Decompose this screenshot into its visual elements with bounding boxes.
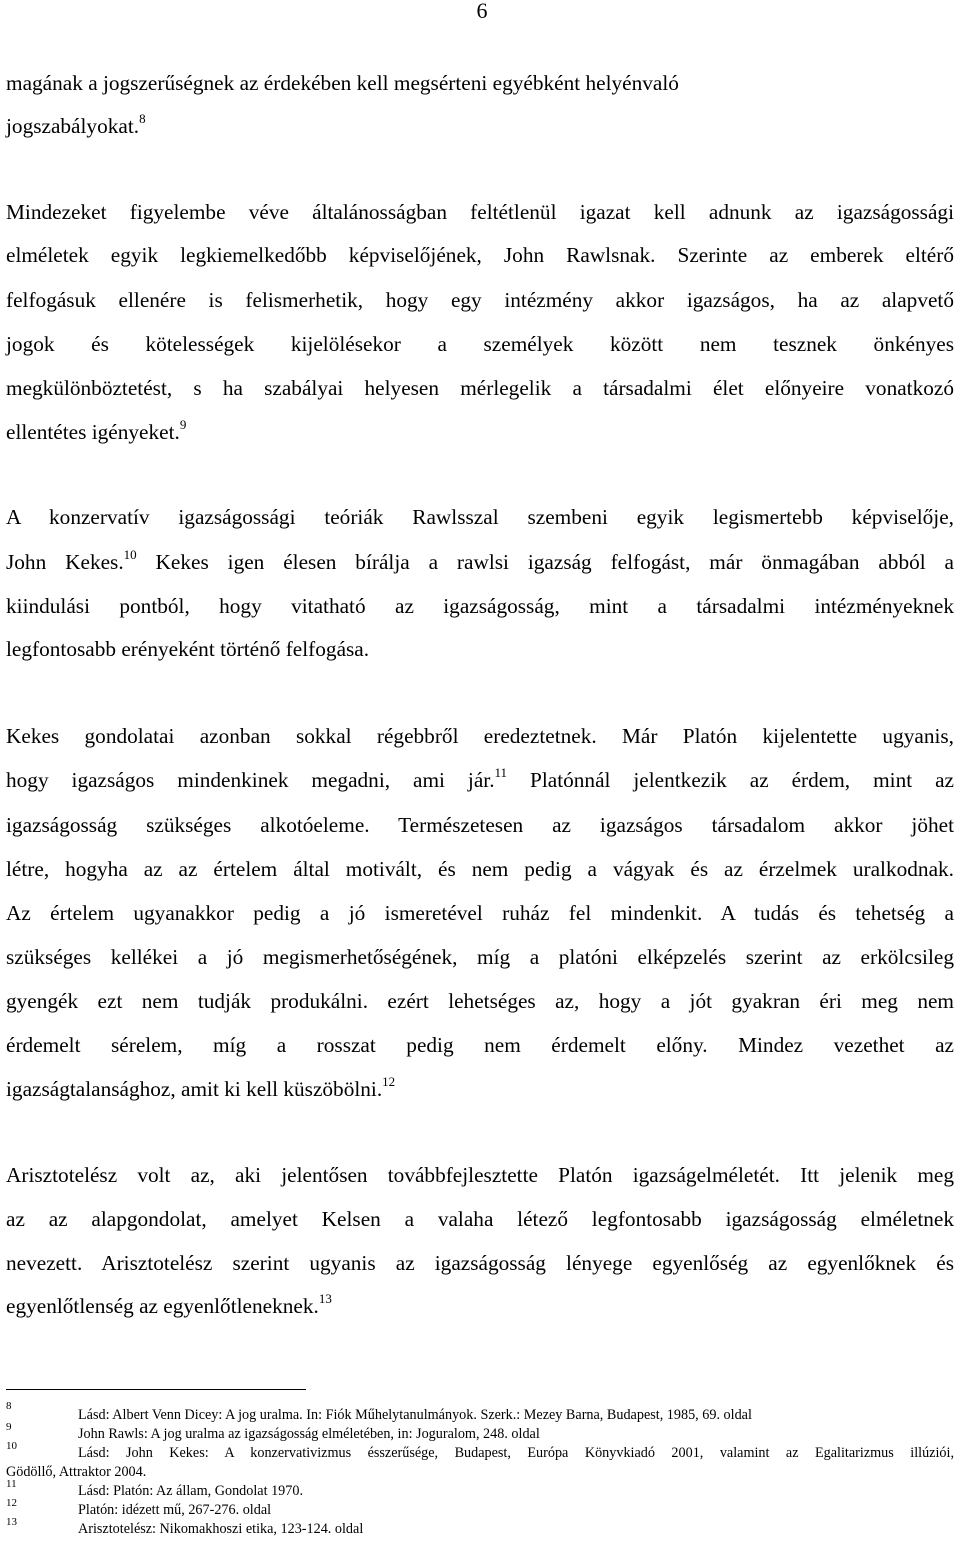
footnote-number-12: 12 bbox=[6, 1497, 17, 1509]
footnote-ref-13[interactable]: 13 bbox=[318, 1291, 332, 1306]
line-text: jogszabályokat. bbox=[6, 114, 140, 138]
paragraph-4-line-6: szükséges kellékei a jó megismerhetőségének, míg a platóni elképzelés szerint az erkölcsileg bbox=[6, 945, 954, 969]
paragraph-3-line-1: A konzervatív igazságossági teóriák Rawlsszal szembeni egyik legismertebb képviselője, bbox=[6, 505, 954, 529]
footnote-ref-8[interactable]: 8 bbox=[139, 111, 146, 126]
footnote-ref-11[interactable]: 11 bbox=[494, 765, 508, 780]
paragraph-1-line-1: magának a jogszerűségnek az érdekében kell megsérteni egyébként helyénvaló bbox=[6, 71, 679, 95]
footnote-text-10: Lásd: John Kekes: A konzervativizmus ésszerűsége, Budapest, Európa Könyvkiadó 2001, valamint az Egalitarizmus illúziói, bbox=[78, 1445, 954, 1461]
footnote-text-8: Lásd: Albert Venn Dicey: A jog uralma. In: Fiók Műhelytanulmányok. Szerk.: Mezey Barna, Budapest, 1985, 69. oldal bbox=[78, 1407, 752, 1423]
paragraph-4-line-1: Kekes gondolatai azonban sokkal régebbről eredeztetnek. Már Platón kijelentette ugyanis, bbox=[6, 724, 954, 748]
paragraph-2-line-3: felfogásuk ellenére is felismerhetik, hogy egy intézmény akkor igazságos, ha az alapvető bbox=[6, 288, 954, 312]
footnote-number-13: 13 bbox=[6, 1516, 17, 1528]
line-text: hogy igazságos mindenkinek megadni, ami jár. bbox=[6, 768, 495, 792]
footnote-ref-12[interactable]: 12 bbox=[382, 1074, 396, 1089]
paragraph-2-line-6 bbox=[6, 418, 954, 446]
line-text: ellentétes igényeket. bbox=[6, 420, 180, 444]
paragraph-5-line-4 bbox=[6, 1292, 954, 1320]
footnote-text-13: Arisztotelész: Nikomakhoszi etika, 123-124. oldal bbox=[78, 1521, 364, 1537]
paragraph-3-line-4: legfontosabb erényeként történő felfogása. bbox=[6, 637, 370, 661]
paragraph-5-line-3: nevezett. Arisztotelész szerint ugyanis az igazságosság lényege egyenlőség az egyenlőknek és bbox=[6, 1251, 954, 1275]
footnote-number-9: 9 bbox=[6, 1421, 12, 1433]
paragraph-4-line-8: érdemelt sérelem, míg a rosszat pedig nem érdemelt előny. Mindez vezethet az bbox=[6, 1033, 954, 1057]
footnote-text-9: John Rawls: A jog uralma az igazságosság elméletében, in: Joguralom, 248. oldal bbox=[78, 1426, 540, 1442]
line-text: igazságtalansághoz, amit ki kell küszöbölni. bbox=[6, 1077, 383, 1101]
footnote-ref-9[interactable]: 9 bbox=[179, 417, 187, 432]
paragraph-2-line-1: Mindezeket figyelembe véve általánosságban feltétlenül igazat kell adnunk az igazságossági bbox=[6, 200, 954, 224]
footnote-ref-10[interactable]: 10 bbox=[123, 547, 137, 562]
paragraph-3-line-2 bbox=[6, 548, 954, 576]
footnote-text-12: Platón: idézett mű, 267-276. oldal bbox=[78, 1502, 272, 1518]
paragraph-4-line-9 bbox=[6, 1075, 954, 1103]
footnote-text-10-cont: Gödöllő, Attraktor 2004. bbox=[6, 1464, 147, 1480]
paragraph-5-line-1: Arisztotelész volt az, aki jelentősen továbbfejlesztette Platón igazságelméletét. Itt jelenik meg bbox=[6, 1163, 954, 1187]
footnote-number-10: 10 bbox=[6, 1440, 17, 1452]
footnote-separator bbox=[6, 1389, 306, 1390]
paragraph-3-line-3: kiindulási pontból, hogy vitatható az igazságosság, mint a társadalmi intézményeknek bbox=[6, 594, 954, 618]
paragraph-4-line-5: Az értelem ugyanakkor pedig a jó ismeretével ruház fel mindenkit. A tudás és tehetség a bbox=[6, 901, 954, 925]
line-text-after: Kekes igen élesen bírálja a rawlsi igazság felfogást, már önmagában abból a bbox=[136, 550, 954, 574]
footnote-number-8: 8 bbox=[6, 1400, 12, 1412]
paragraph-4-line-7: gyengék ezt nem tudják produkálni. ezért lehetséges az, hogy a jót gyakran éri meg nem bbox=[6, 989, 954, 1013]
line-text: egyenlőtlenség az egyenlőtleneknek. bbox=[6, 1294, 319, 1318]
paragraph-4-line-3: igazságosság szükséges alkotóeleme. Természetesen az igazságos társadalom akkor jöhet bbox=[6, 813, 954, 837]
paragraph-4-line-4: létre, hogyha az az értelem által motivált, és nem pedig a vágyak és az érzelmek uralkodnak. bbox=[6, 857, 954, 881]
paragraph-1-line-2 bbox=[6, 112, 954, 140]
page-number: 6 bbox=[476, 0, 488, 23]
paragraph-2-line-4: jogok és kötelességek kijelölésekor a személyek között nem tesznek önkényes bbox=[6, 332, 954, 356]
paragraph-2-line-5: megkülönböztetést, s ha szabályai helyesen mérlegelik a társadalmi élet előnyeire vonatkozó bbox=[6, 376, 954, 400]
line-text: John Kekes. bbox=[6, 550, 124, 574]
footnote-text-11: Lásd: Platón: Az állam, Gondolat 1970. bbox=[78, 1483, 303, 1499]
paragraph-5-line-2: az az alapgondolat, amelyet Kelsen a valaha létező legfontosabb igazságosság elméletnek bbox=[6, 1207, 954, 1231]
paragraph-2-line-2: elméletek egyik legkiemelkedőbb képviselőjének, John Rawlsnak. Szerinte az emberek eltérő bbox=[6, 243, 954, 267]
footnote-number-11: 11 bbox=[6, 1478, 17, 1490]
paragraph-4-line-2 bbox=[6, 766, 954, 794]
line-text-after: Platónnál jelentkezik az érdem, mint az bbox=[507, 768, 954, 792]
